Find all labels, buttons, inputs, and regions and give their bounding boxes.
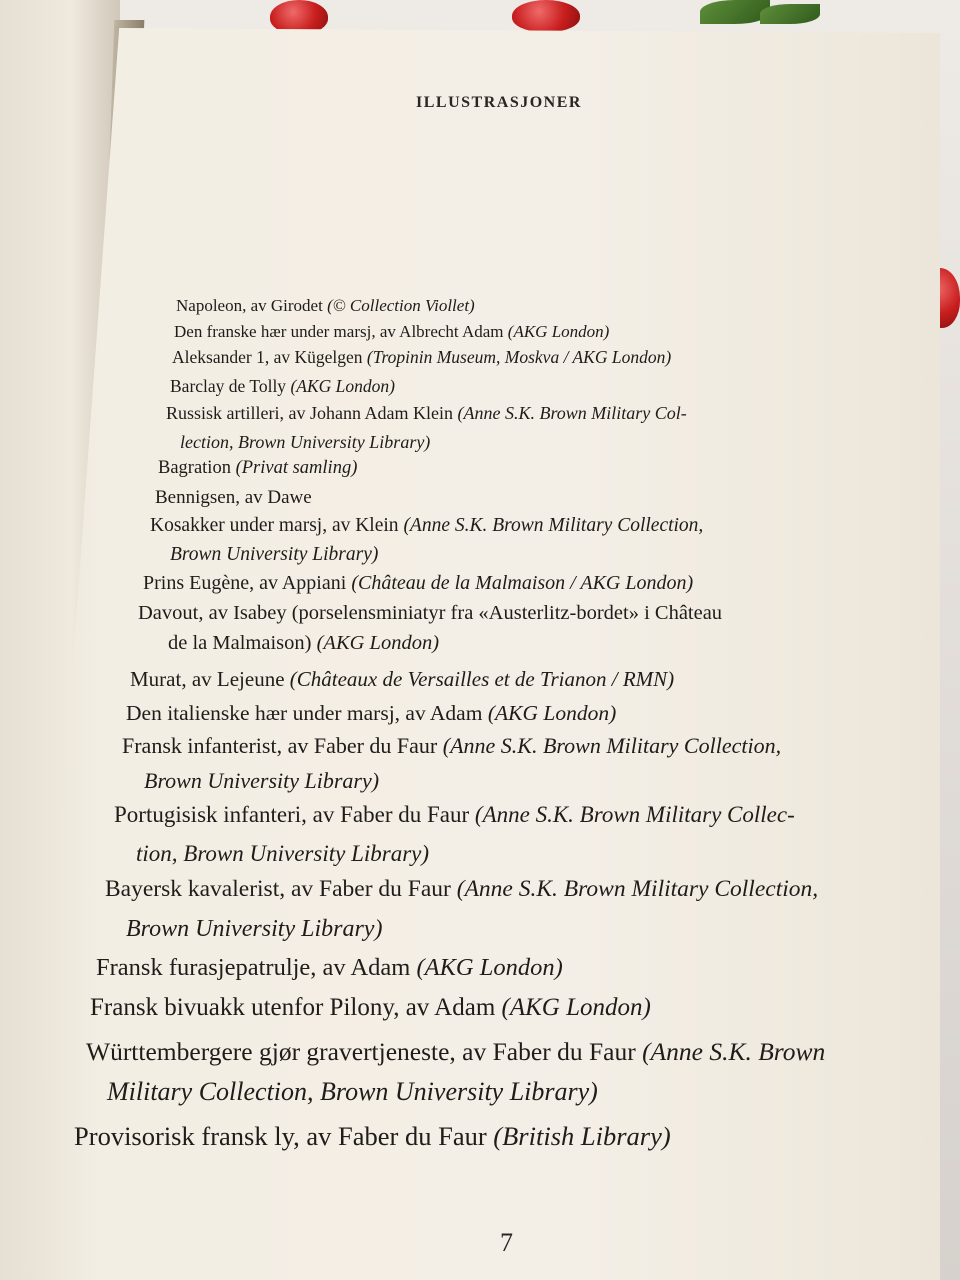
page-heading: ILLUSTRASJONER	[416, 94, 582, 111]
illustration-entry	[168, 632, 439, 655]
entry-source: Brown University Library)	[126, 916, 383, 942]
entry-title: de la Malmaison)	[168, 632, 317, 654]
entry-source: (Anne S.K. Brown Military Collection,	[442, 733, 782, 758]
entry-source: (Privat samling)	[235, 458, 358, 478]
entry-source: (AKG London)	[507, 322, 610, 341]
page-number: 7	[500, 1228, 513, 1257]
entry-title: Den italienske hær under marsj, av Adam	[126, 701, 488, 725]
strawberry-decoration	[270, 0, 328, 34]
entry-title: Russisk artilleri, av Johann Adam Klein	[166, 403, 458, 423]
illustration-entry	[172, 347, 671, 368]
illustration-entry	[86, 1037, 825, 1067]
entry-title: Aleksander 1, av Kügelgen	[172, 347, 367, 367]
illustration-entry	[136, 841, 429, 867]
entry-title: Bayersk kavalerist, av Faber du Faur	[105, 876, 457, 902]
entry-title: Den franske hær under marsj, av Albrecht Adam	[174, 322, 508, 341]
entry-source: (Anne S.K. Brown Military Collection,	[403, 515, 704, 536]
illustration-entry	[180, 432, 430, 453]
entry-source: lection, Brown University Library)	[180, 432, 431, 452]
entry-source: Military Collection, Brown University Library)	[107, 1077, 598, 1106]
entry-source: (AKG London)	[487, 701, 617, 725]
entry-source: (AKG London)	[416, 954, 563, 981]
entry-title: Fransk furasjepatrulje, av Adam	[96, 954, 417, 981]
illustration-entry	[114, 802, 795, 828]
illustration-entry	[105, 876, 818, 903]
illustration-entry	[74, 1121, 671, 1152]
illustration-entry	[107, 1077, 598, 1107]
strawberry-decoration	[512, 0, 580, 32]
entry-title: Bennigsen, av Dawe	[155, 487, 312, 508]
illustration-entry	[144, 768, 379, 794]
entry-title: Barclay de Tolly	[170, 376, 291, 396]
entry-source: (© Collection Viollet)	[327, 296, 475, 315]
entry-source: (Châteaux de Versailles et de Trianon / RMN)	[289, 667, 675, 691]
entry-source: Brown University Library)	[144, 768, 380, 793]
illustration-entry	[138, 602, 722, 625]
illustration-entry	[174, 322, 609, 342]
entry-title: Kosakker under marsj, av Klein	[150, 515, 404, 536]
entry-source: (Anne S.K. Brown Military Collection,	[456, 876, 819, 902]
illustration-entry	[96, 954, 563, 982]
entry-title: Provisorisk fransk ly, av Faber du Faur	[74, 1121, 494, 1151]
illustration-entry	[122, 733, 781, 759]
entry-source: (AKG London)	[290, 376, 395, 396]
illustration-entry	[126, 916, 382, 943]
entry-title: Portugisisk infanteri, av Faber du Faur	[114, 802, 475, 827]
entry-title: Murat, av Lejeune	[130, 667, 290, 691]
illustration-entry	[143, 572, 693, 595]
entry-source: (Anne S.K. Brown Military Collec-	[474, 802, 795, 827]
illustration-entry	[166, 403, 687, 424]
illustration-entry	[170, 544, 378, 566]
entry-source: tion, Brown University Library)	[136, 841, 430, 866]
entry-title: Prins Eugène, av Appiani	[143, 572, 352, 594]
leaf-decoration	[760, 4, 820, 24]
entry-source: (Anne S.K. Brown	[642, 1037, 826, 1066]
illustration-entry	[158, 458, 357, 479]
entry-source: (Tropinin Museum, Moskva / AKG London)	[366, 347, 672, 367]
entry-title: Davout, av Isabey (porselensminiatyr fra «Austerlitz-bordet» i Château	[138, 602, 723, 624]
entry-title: Napoleon, av Girodet	[176, 296, 328, 315]
entry-source: (Château de la Malmaison / AKG London)	[351, 572, 694, 594]
illustration-entry	[90, 994, 651, 1022]
entry-title: Fransk bivuakk utenfor Pilony, av Adam	[90, 994, 502, 1021]
entry-source: (AKG London)	[316, 632, 440, 654]
entry-source: (British Library)	[493, 1121, 671, 1151]
entry-source: (AKG London)	[501, 994, 651, 1021]
entry-source: Brown University Library)	[170, 544, 379, 565]
entry-title: Fransk infanterist, av Faber du Faur	[122, 733, 443, 758]
illustration-entry	[130, 667, 674, 692]
illustration-entry	[150, 515, 703, 537]
entry-title: Bagration	[158, 458, 236, 478]
entry-title: Württembergere gjør gravertjeneste, av Faber du Faur	[86, 1037, 643, 1066]
illustration-entry	[155, 487, 312, 509]
illustration-entry	[176, 296, 475, 316]
illustration-entry	[170, 376, 395, 397]
entry-source: (Anne S.K. Brown Military Col-	[457, 403, 687, 423]
illustration-entry	[126, 701, 616, 726]
